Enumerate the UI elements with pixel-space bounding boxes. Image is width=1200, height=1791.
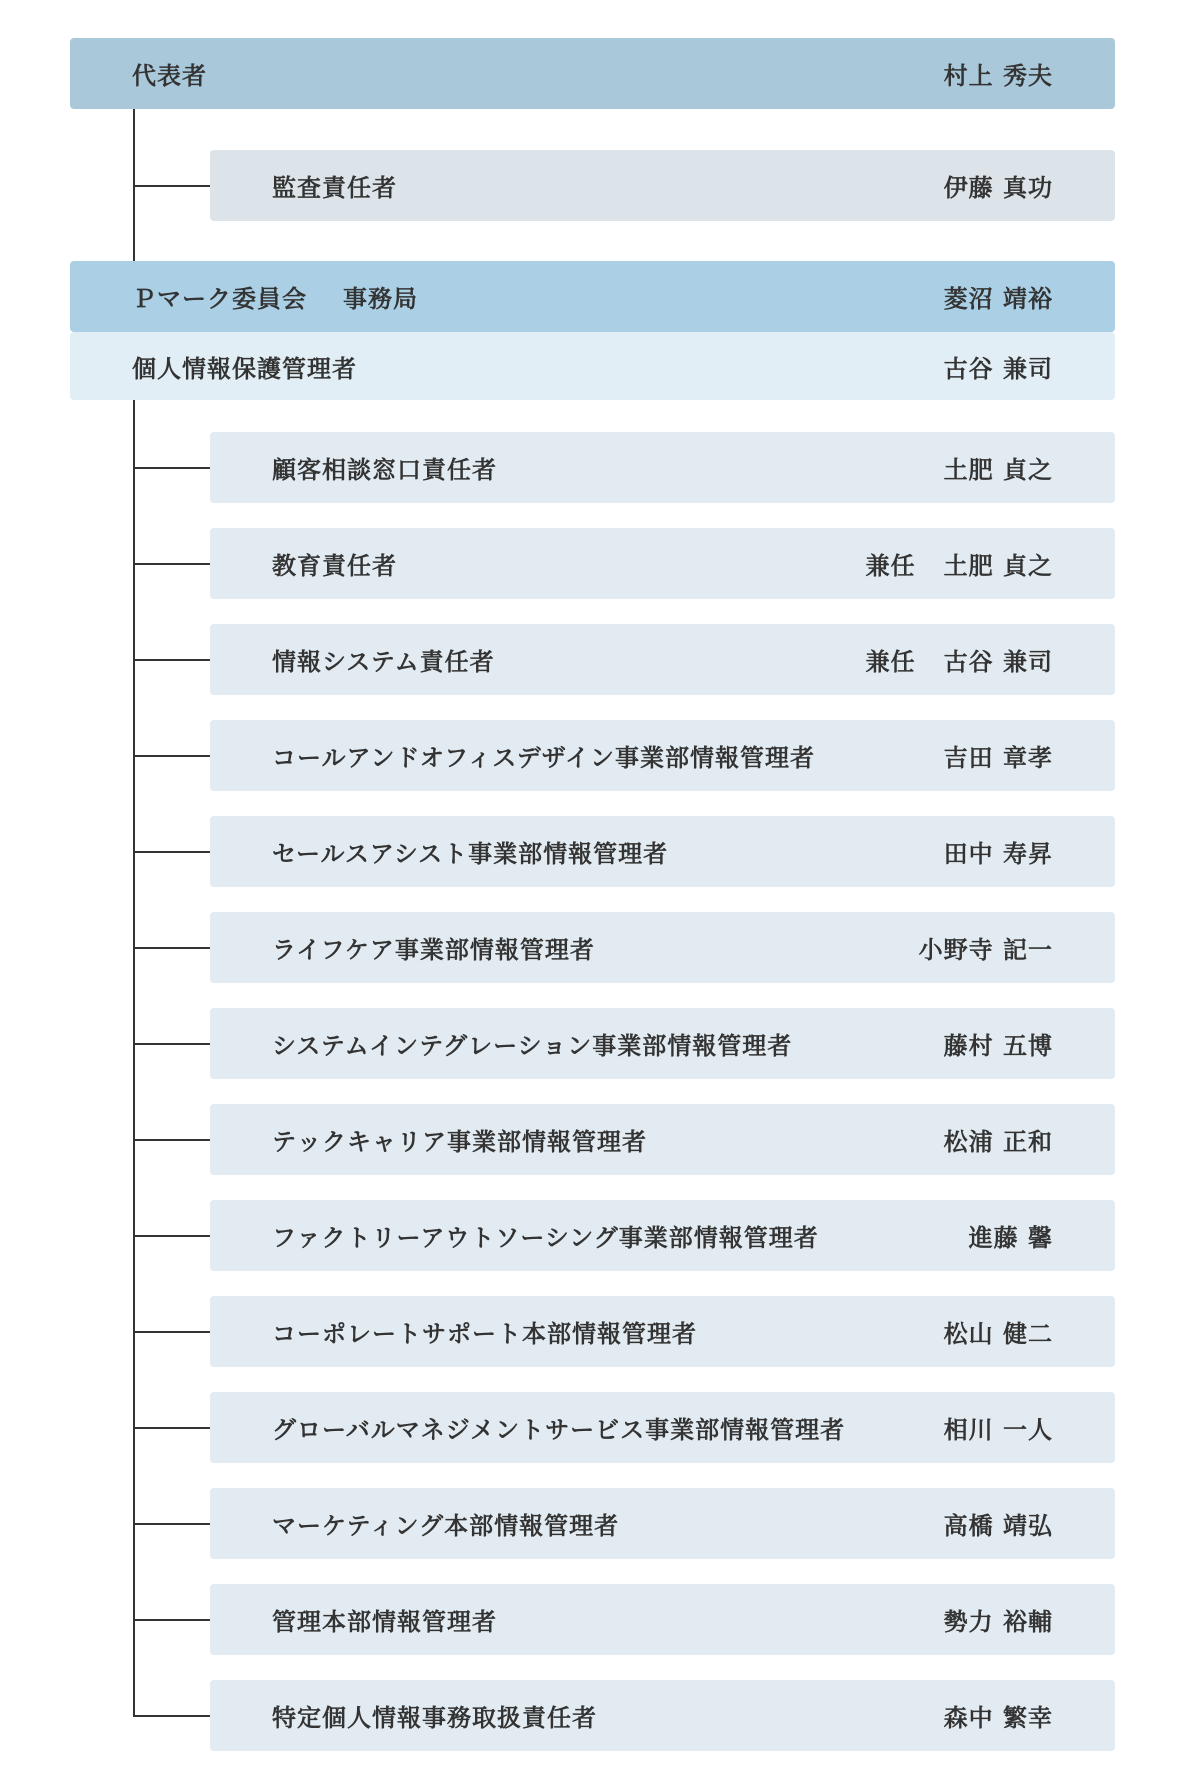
officer-name: 勢力 裕輔 (943, 1608, 1053, 1636)
officer-role: マーケティング本部情報管理者 (272, 1512, 620, 1540)
connector-branch (133, 467, 210, 469)
pmark-committee-box (70, 261, 1115, 332)
connector-branch (133, 1235, 210, 1237)
concurrent-label: 兼任 (865, 648, 916, 676)
pmark-committee-name: 菱沼 靖裕 (943, 285, 1053, 313)
connector-branch (133, 563, 210, 565)
officer-name: 森中 繁幸 (943, 1704, 1053, 1732)
officer-name: 高橋 靖弘 (943, 1512, 1053, 1540)
officer-role: セールスアシスト事業部情報管理者 (272, 840, 669, 868)
connector-branch (133, 851, 210, 853)
representative-role: 代表者 (132, 62, 207, 90)
connector-branch (133, 1331, 210, 1333)
representative-box (70, 38, 1115, 109)
connector-branch (133, 947, 210, 949)
officer-box (210, 1296, 1115, 1367)
officer-name: 藤村 五博 (943, 1032, 1053, 1060)
officer-name: 小野寺 記一 (918, 936, 1053, 964)
concurrent-label: 兼任 (865, 552, 916, 580)
officer-name: 相川 一人 (943, 1416, 1053, 1444)
officer-box (210, 816, 1115, 887)
connector-branch (133, 1523, 210, 1525)
officer-box (210, 1200, 1115, 1271)
officer-box (210, 1584, 1115, 1655)
officer-box (210, 624, 1115, 695)
connector-auditor (133, 185, 210, 187)
pmark-committee-role: Ｐマーク委員会 (132, 285, 307, 313)
officer-box (210, 1488, 1115, 1559)
connector-branch (133, 1043, 210, 1045)
auditor-name: 伊藤 真功 (943, 174, 1053, 202)
pmark-office-label: 事務局 (343, 285, 418, 313)
officer-name: 土肥 貞之 (943, 456, 1053, 484)
officer-name: 吉田 章孝 (943, 744, 1053, 772)
officer-box (210, 528, 1115, 599)
connector-branch (133, 1139, 210, 1141)
officer-box (210, 432, 1115, 503)
officer-role: 教育責任者 (272, 552, 397, 580)
connector-branch (133, 755, 210, 757)
officer-name: 松山 健二 (943, 1320, 1053, 1348)
officer-role: 特定個人情報事務取扱責任者 (272, 1704, 597, 1732)
auditor-box (210, 150, 1115, 221)
connector-branch (133, 1427, 210, 1429)
officer-role: ライフケア事業部情報管理者 (272, 936, 595, 964)
officer-role: ファクトリーアウトソーシング事業部情報管理者 (272, 1224, 819, 1252)
auditor-role: 監査責任者 (272, 174, 397, 202)
officer-name: 田中 寿昇 (943, 840, 1053, 868)
officer-name: 土肥 貞之 (943, 552, 1053, 580)
privacy-manager-name: 古谷 兼司 (943, 354, 1053, 383)
officer-role: 情報システム責任者 (272, 648, 495, 676)
officer-name: 進藤 馨 (968, 1224, 1053, 1252)
officer-role: コーポレートサポート本部情報管理者 (272, 1320, 697, 1348)
privacy-manager-box (70, 332, 1115, 400)
officer-box (210, 1392, 1115, 1463)
officer-role: 顧客相談窓口責任者 (272, 456, 497, 484)
officer-box (210, 1008, 1115, 1079)
officer-role: グローバルマネジメントサービス事業部情報管理者 (272, 1416, 846, 1444)
officer-box (210, 720, 1115, 791)
officer-box (210, 1680, 1115, 1751)
connector-branch (133, 1619, 210, 1621)
connector-branch (133, 1715, 210, 1717)
officer-name: 古谷 兼司 (943, 648, 1053, 676)
officer-role: コールアンドオフィスデザイン事業部情報管理者 (272, 744, 816, 772)
officer-box (210, 912, 1115, 983)
officer-role: システムインテグレーション事業部情報管理者 (272, 1032, 793, 1060)
officer-box (210, 1104, 1115, 1175)
privacy-manager-role: 個人情報保護管理者 (132, 354, 357, 383)
connector-branch (133, 659, 210, 661)
officer-name: 松浦 正和 (943, 1128, 1053, 1156)
representative-name: 村上 秀夫 (943, 62, 1053, 90)
officer-role: 管理本部情報管理者 (272, 1608, 497, 1636)
officer-role: テックキャリア事業部情報管理者 (272, 1128, 647, 1156)
connector-vertical-main (133, 400, 135, 1716)
